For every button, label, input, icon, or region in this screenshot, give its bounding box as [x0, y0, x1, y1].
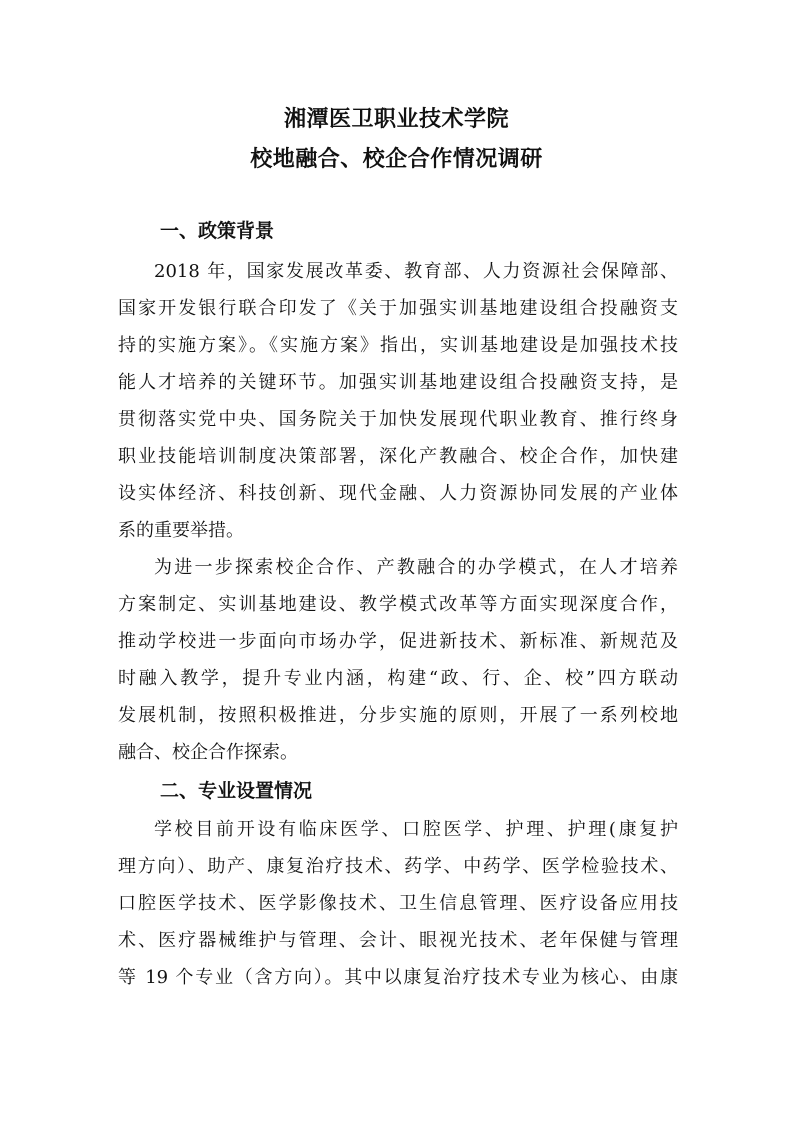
paragraph-line: 推动学校进一步面向市场办学，促进新技术、新标准、新规范及 — [118, 631, 678, 652]
paragraph-line: 理方向）、助产、康复治疗技术、药学、中药学、医学检验技术、 — [118, 856, 678, 877]
paragraph-line: 为进一步探索校企合作、产教融合的办学模式，在人才培养 — [154, 557, 678, 578]
paragraph-line: 系的重要举措。 — [118, 520, 244, 541]
paragraph-line: 发展机制，按照积极推进，分步实施的原则，开展了一系列校地 — [118, 705, 678, 726]
paragraph-line: 学校目前开设有临床医学、口腔医学、护理、护理(康复护 — [154, 819, 678, 840]
paragraph-line: 融合、校企合作探索。 — [118, 742, 298, 763]
document-title: 湘潭医卫职业技术学院 — [283, 107, 509, 132]
paragraph-line: 贯彻落实党中央、国务院关于加快发展现代职业教育、推行终身 — [118, 409, 678, 430]
paragraph-line: 等 19 个专业（含方向）。其中以康复治疗技术专业为核心、由康 — [118, 967, 678, 988]
paragraph-line: 国家开发银行联合印发了《关于加强实训基地建设组合投融资支 — [118, 298, 678, 319]
document-subtitle: 校地融合、校企合作情况调研 — [250, 147, 543, 172]
paragraph-line: 设实体经济、科技创新、现代金融、人力资源协同发展的产业体 — [118, 483, 678, 504]
paragraph-line: 持的实施方案》。《实施方案》指出，实训基地建设是加强技术技 — [118, 335, 678, 356]
paragraph-line: 方案制定、实训基地建设、教学模式改革等方面实现深度合作， — [118, 594, 678, 615]
section-heading-policy: 一、政策背景 — [160, 220, 275, 242]
section-heading-programs: 二、专业设置情况 — [160, 780, 313, 802]
paragraph-line: 2018 年，国家发展改革委、教育部、人力资源社会保障部、 — [154, 261, 678, 282]
paragraph-line: 口腔医学技术、医学影像技术、卫生信息管理、医疗设备应用技 — [118, 893, 678, 914]
paragraph-line: 能人才培养的关键环节。加强实训基地建设组合投融资支持，是 — [118, 372, 678, 393]
paragraph-line: 职业技能培训制度决策部署，深化产教融合、校企合作，加快建 — [118, 446, 678, 467]
paragraph-line: 时融入教学，提升专业内涵，构建“政、行、企、校”四方联动 — [118, 668, 678, 689]
paragraph-line: 术、医疗器械维护与管理、会计、眼视光技术、老年保健与管理 — [118, 930, 678, 951]
